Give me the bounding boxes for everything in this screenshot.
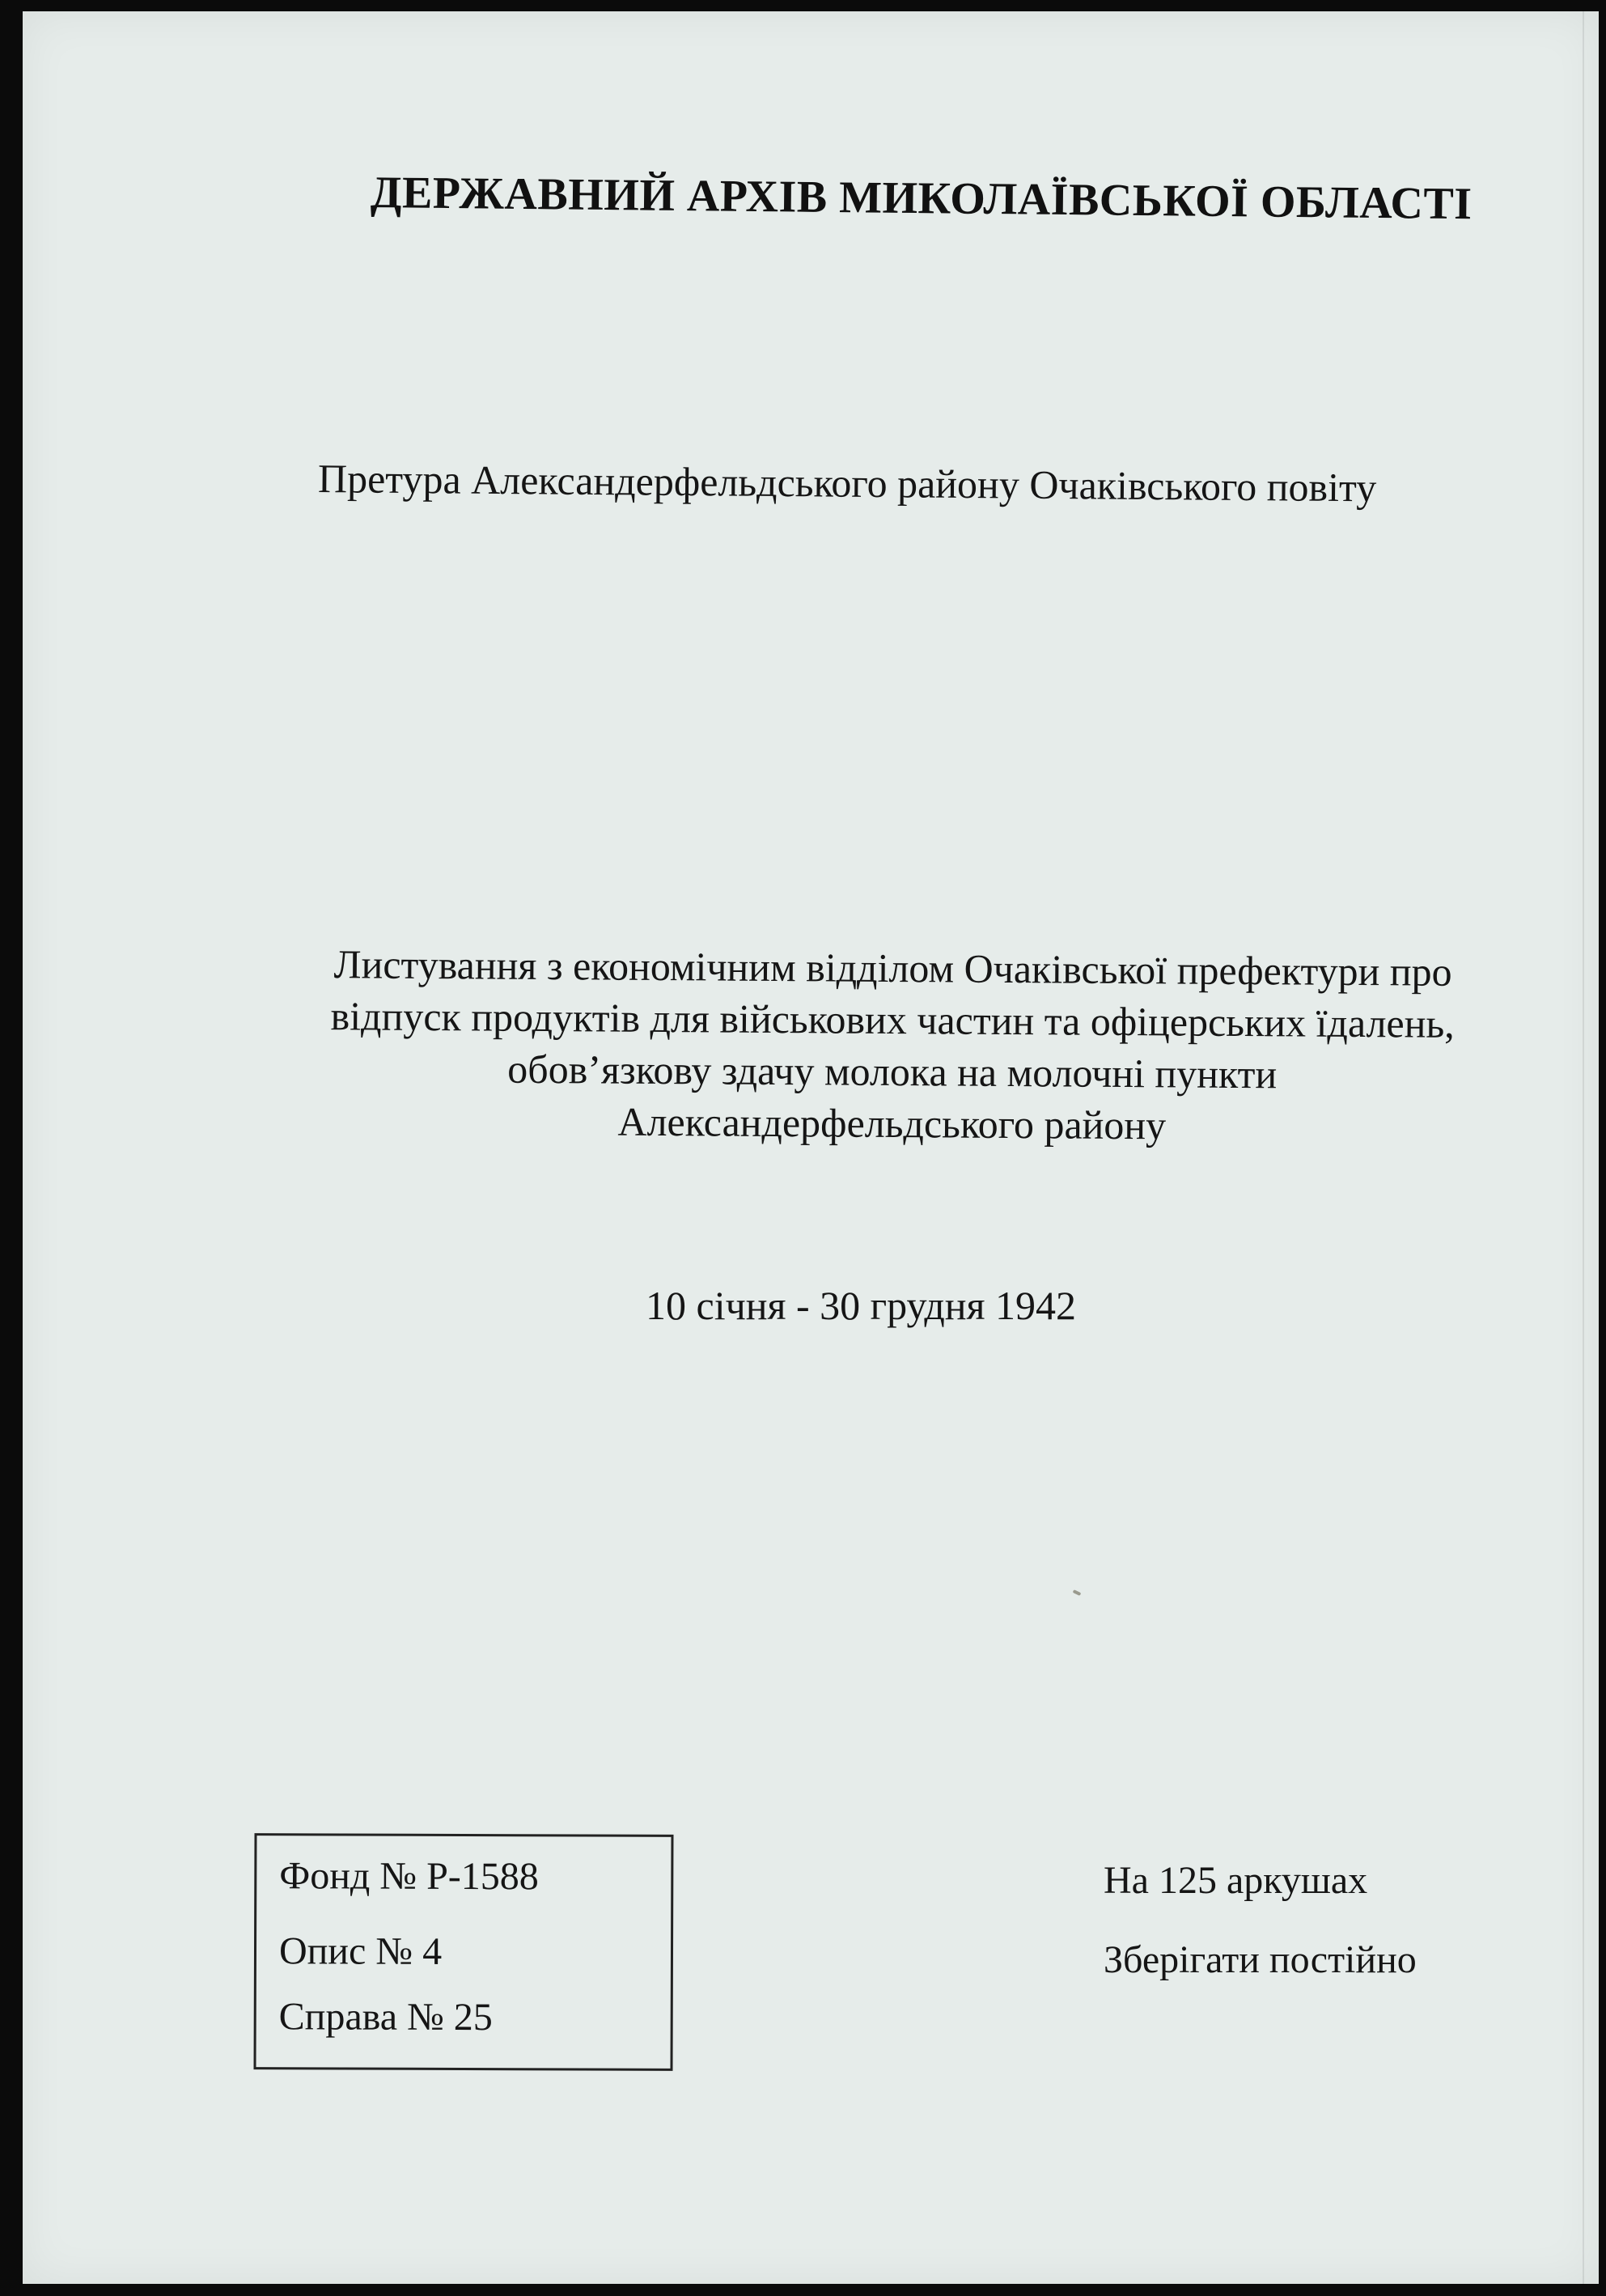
description-line: Александерфельдського району [617, 1098, 1167, 1148]
date-range: 10 січня - 30 грудня 1942 [646, 1283, 1077, 1328]
inventory-number: Опис № 4 [278, 1929, 443, 1973]
description-line: відпуск продуктів для військових частин та офіцерських їдалень, [330, 993, 1455, 1046]
case-number: Справа № 25 [278, 1995, 493, 2039]
fund-number: Фонд № Р-1588 [279, 1854, 539, 1899]
document-page [23, 11, 1599, 2284]
description-line: обов’язкову здачу молока на молочні пункти [507, 1046, 1278, 1097]
paper-speck [1073, 1589, 1082, 1596]
archive-title: ДЕРЖАВНИЙ АРХІВ МИКОЛАЇВСЬКОЇ ОБЛАСТІ [370, 168, 1473, 230]
description-line: Листування з економічним відділом Очаківської префектури про [333, 941, 1452, 995]
page-edge [1583, 11, 1584, 2284]
reference-box [253, 1833, 673, 2071]
case-description [261, 938, 1524, 1154]
institution-name: Претура Александерфельдського району Очаківського повіту [317, 456, 1377, 511]
sheet-count: На 125 аркушах [1104, 1859, 1368, 1902]
retention-note: Зберігати постійно [1104, 1938, 1417, 1981]
